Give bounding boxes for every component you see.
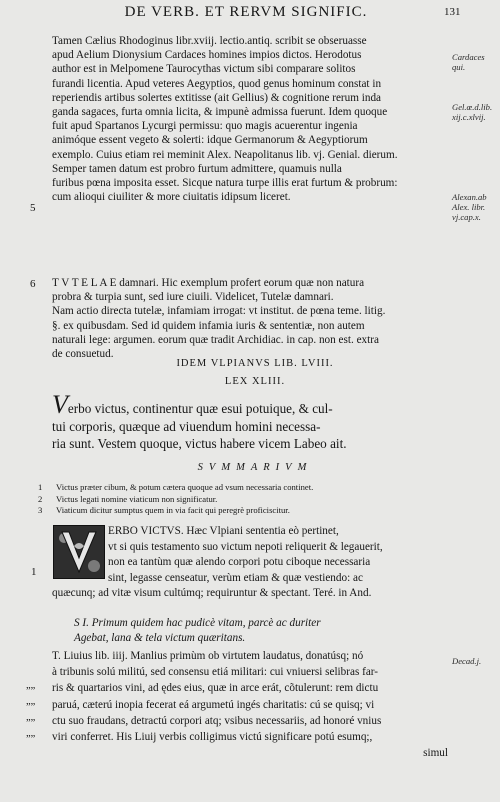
text-line: viri conferret. His Liuij verbis colligimus victú significare potú esumq;, xyxy=(52,731,373,744)
text-line: reperiendis artibus solertes extitisse (ait Gellius) & cognitione rerum inda xyxy=(52,91,382,104)
ornament-letter-v-icon xyxy=(54,526,104,578)
quotation-mark: ”” xyxy=(26,702,36,713)
margin-note-alexander: Alexan.ab Alex. libr. vj.cap.x. xyxy=(452,192,487,222)
text-line: sint, legasse censeatur, verùm etiam & quæ vestiendo: ac xyxy=(108,571,363,584)
quotation-mark: ”” xyxy=(26,718,36,729)
margin-note-decad: Decad.j. xyxy=(452,656,482,666)
text-line: fuit apud Spartanos Lycurgi permissu: quo magis acuerentur ingenia xyxy=(52,120,358,133)
law-text xyxy=(52,395,448,453)
text-line: §. ex quibusdam. Sed id quidem infamia iuris & sententiæ, non autem xyxy=(52,319,365,332)
text-line: furibus pœna imposita esset. Sicque natura turpe illis erat furtum & probrum: xyxy=(52,177,398,190)
text-line: T. Liuius lib. iiij. Manlius primùm ob virtutem laudatus, donatúsq; nó xyxy=(52,650,364,662)
verse-line: S I. Primum quidem hac pudicè vitam, parcè ac duriter xyxy=(74,617,321,629)
summary-item: 1 Victus præter cibum, & potum cætera quoque ad vsum necessaria continet. xyxy=(38,482,314,492)
line-number: 1 xyxy=(31,566,37,578)
summary-item: 2 Victus legati nomine viaticum non significatur. xyxy=(38,493,218,504)
text-line: apud Aelium Dionysium Cardaces homines impios dictos. Herodotus xyxy=(52,49,362,62)
paragraph-tutelae xyxy=(52,276,448,361)
text-line: ERBO VICTVS. Hæc Vlpiani sententia eò pertinet, xyxy=(108,525,339,537)
text-line: paruá, cæterú inopia fecerat eá argumetú ingés charitatis: cú se quisq; vi xyxy=(52,698,375,711)
text-line: ganda sagaces, furta omnia licita, & impunè admissa fuerunt. Idem quoque xyxy=(52,106,388,119)
terence-quotation xyxy=(52,616,448,646)
verse-line: Agebat, lana & tela victum quæritans. xyxy=(74,631,246,644)
text-line: author est in Melpomene Taurocythas victum sibi comparare solitos xyxy=(52,63,356,76)
heading-lex: LEX XLIII. xyxy=(224,376,286,387)
quotation-mark: ”” xyxy=(26,686,36,697)
margin-note-gellius: Gel.œ.d.lib. xij.c.xlvij. xyxy=(452,102,493,122)
text-line: cum alioqui ciuiliter & more ciuitatis idipsum liceret. xyxy=(52,191,291,204)
text-line: non ea tantùm quæ alendo corpori potu ciboque necessaria xyxy=(108,556,371,568)
text-line: exemplo. Cuius etiam rei meminit Alex. Neapolitanus lib. vj. Genial. dierum. xyxy=(52,148,398,161)
line-number: 5 xyxy=(30,202,36,214)
livius-passage xyxy=(52,648,448,761)
law-line: ria sunt. Vestem quoque, victus habere vicem Labeo ait. xyxy=(52,436,347,451)
text-line: ctu suo fraudans, detractú corpori atq; vsibus necessariis, ad honoré vnius xyxy=(52,714,382,727)
text-line: animóque essent vegeto & solerti: idque Germanorum & Aegyptiorum xyxy=(52,134,368,147)
catchword: simul xyxy=(423,747,448,760)
text-line: probra & turpia sunt, sed iure ciuili. Videlicet, Tutelæ damnari. xyxy=(52,291,334,304)
text-line: Tamen Cælius Rhodoginus libr.xviij. lectio.antiq. scribit se obseruasse xyxy=(52,35,367,47)
text-line: Nam actio directa tutelæ, infamiam irrogat: vt institut. de pœna teme. litig. xyxy=(52,305,386,318)
margin-note-cardaces: Cardaces qui. xyxy=(452,52,485,72)
summary-item: 3 Viaticum dicitur sumptus quem in via facit qui peregrè proficiscitur. xyxy=(38,505,290,515)
text-line: quæcunq; ad vitæ visum cultúmq; requiruntur & spectant. Teré. in And. xyxy=(52,587,372,599)
text-line: Semper tamen datum est probro furtum admittere, quamuis nulla xyxy=(52,162,342,175)
heading-idem-vlpianus: IDEM VLPIANVS LIB. LVIII. xyxy=(176,358,334,369)
summary-list xyxy=(38,482,448,517)
commentary-continued xyxy=(52,586,448,602)
text-line: vt si quis testamento suo victum nepoti reliquerit & legauerit, xyxy=(108,540,383,553)
text-line: naturali lege: argumen. eorum quæ tradit Archidiac. in cap. non est. extra xyxy=(52,333,379,346)
paragraph-thieves xyxy=(52,34,448,204)
text-line: à tribunis solú militú, sed consensu etiá militari: cui vniuersi selibras far- xyxy=(52,666,379,679)
summarium-heading: SVMMARIVM xyxy=(197,462,313,473)
running-head: DE VERB. ET RERVM SIGNIFIC. xyxy=(124,4,368,20)
text-line: T V T E L A E damnari. Hic exemplum profert eorum quæ non natura xyxy=(52,277,365,289)
law-line: tui corporis, quæque ad viuendum homini necessa- xyxy=(52,418,321,434)
decorated-initial-v xyxy=(53,525,105,579)
line-number: 6 xyxy=(30,278,36,290)
text-line: de consuetud. xyxy=(52,348,114,361)
text-line: furandi licentia. Apud veteres Aegyptios, quod genus hominum constat in xyxy=(52,77,382,90)
law-line: erbo victus, continentur quæ esui potuique, & cul- xyxy=(67,401,333,416)
quotation-mark: ”” xyxy=(26,734,36,745)
folio-number: 131 xyxy=(444,6,461,18)
law-initial: V xyxy=(52,395,68,418)
text-line: ris & quartarios vini, ad ędes eius, quæ in arce erát, cõtulerunt: rem dictu xyxy=(52,682,379,695)
commentary-verbo-victus xyxy=(108,524,448,586)
